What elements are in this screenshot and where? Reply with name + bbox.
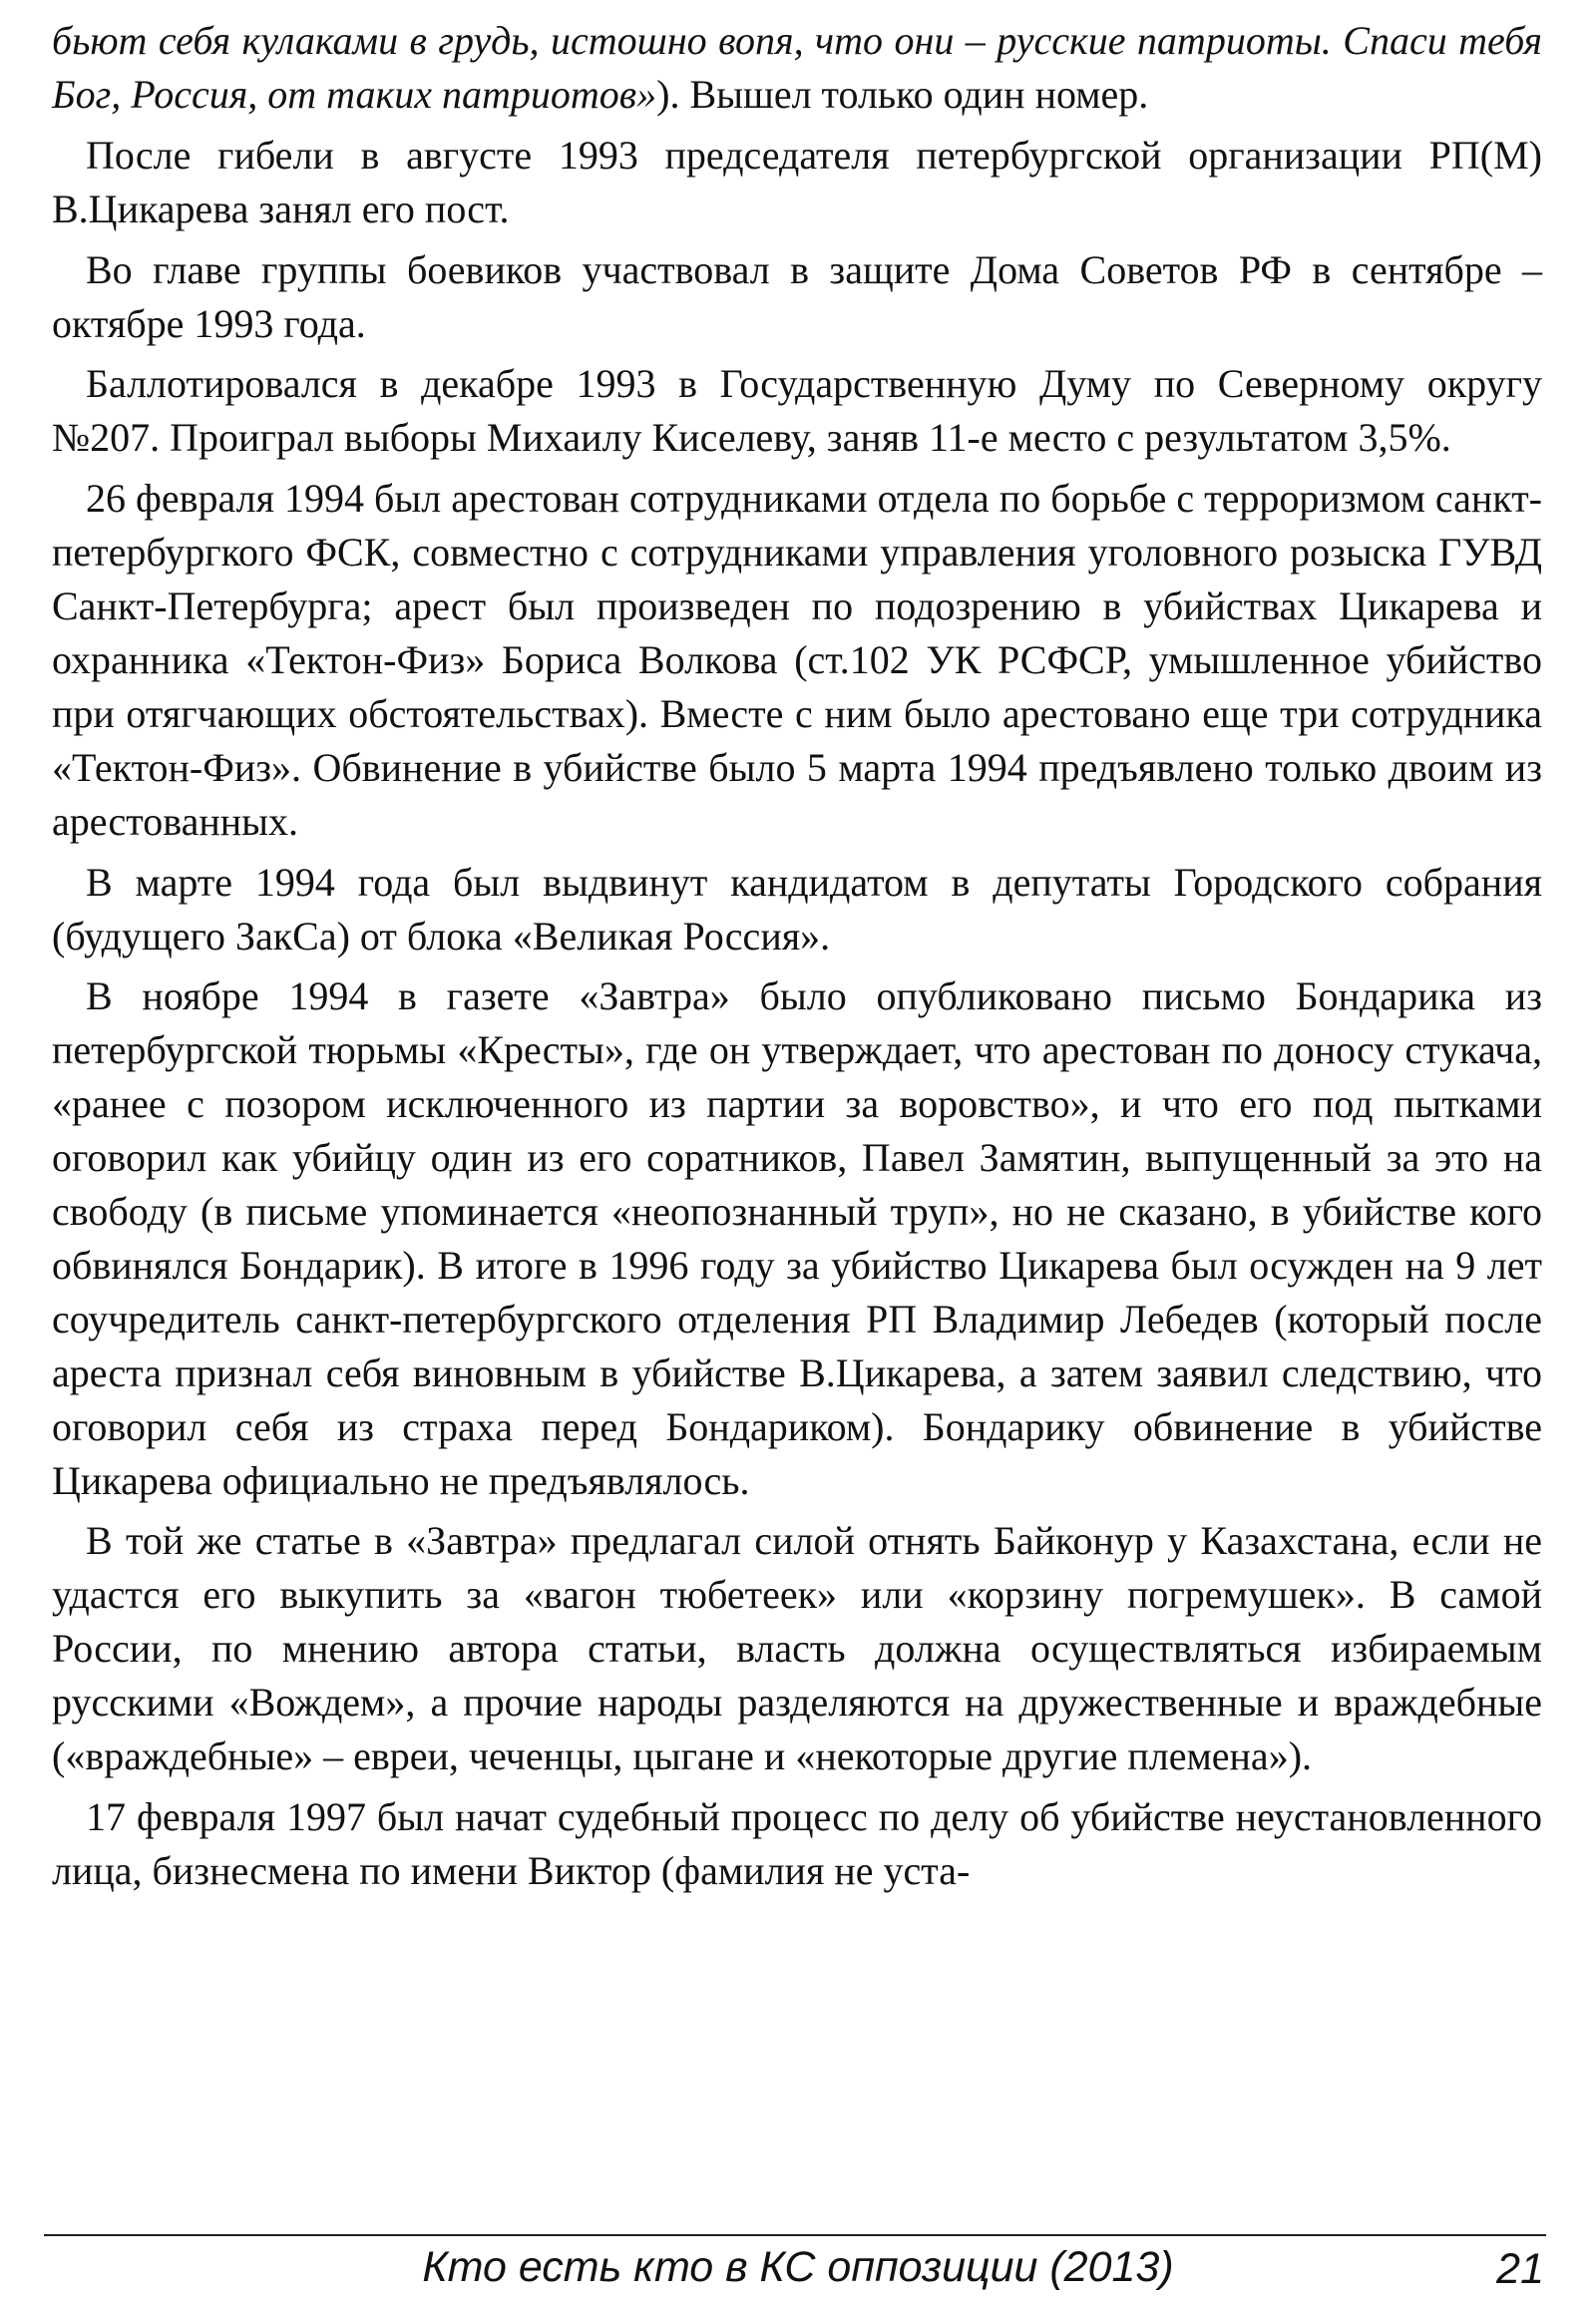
paragraph-continuation xyxy=(52,14,1542,122)
paragraph: Во главе группы боевиков участвовал в защите Дома Советов РФ в сентябре – октябре 1993 года. xyxy=(52,246,1542,346)
paragraph: Баллотировался в декабре 1993 в Государственную Думу по Северному округу №207. Проиграл выборы Михаилу Киселеву, заняв 11-е место с результатом 3,5%. xyxy=(52,361,1542,461)
paragraph: После гибели в августе 1993 председателя петербургской организации РП(М) В.Цикарева занял его пост. xyxy=(52,132,1542,231)
paragraph: В той же статье в «Завтра» предлагал силой отнять Байконур у Казахстана, если не удастся его выкупить за «вагон тюбетеек» или «корзину погремушек». В самой России, по мнению автора статьи, власть должна осуществляться избираемым русскими «Вождем», а прочие народы разделяются на дружественные и враждебные («враждебные» – евреи, чеченцы, цыгане и «некоторые другие племена»). xyxy=(52,1518,1542,1779)
paragraph: 26 февраля 1994 был арестован сотрудниками отдела по борьбе с терроризмом санкт-петербургкого ФСК, совместно с сотрудниками управления уголовного розыска ГУВД Санкт-Петербурга; арест был произведен по подозрению в убийствах Цикарева и охранника «Тектон-Физ» Бориса Волкова (ст.102 УК РСФСР, умышленное убийство при отягчающих обстоятельствах). Вместе с ним было арестовано еще три сотрудника «Тектон-Физ». Обвинение в убийстве было 5 марта 1994 предъявлено только двоим из арестованных. xyxy=(52,476,1542,844)
italic-quote: бьют себя кулаками в грудь, истошно вопя, что они – русские патриоты. Спаси тебя Бог, Россия, от таких патриотов» xyxy=(52,18,1542,117)
text-body xyxy=(52,14,1542,1898)
paragraph: В марте 1994 года был выдвинут кандидатом в депутаты Городского собрания (будущего ЗакСа) от блока «Великая Россия». xyxy=(52,859,1542,959)
footer-rule xyxy=(44,2234,1546,2236)
paragraph: 17 февраля 1997 был начат судебный процесс по делу об убийстве неустановленного лица, бизнесмена по имени Виктор (фамилия не уста- xyxy=(52,1794,1542,1893)
paragraph-text: ). Вышел только один номер. xyxy=(656,71,1149,117)
page-number: 21 xyxy=(1496,2245,1544,2293)
footer-title: Кто есть кто в КС оппозиции (2013) xyxy=(422,2243,1174,2291)
paragraph: В ноябре 1994 в газете «Завтра» было опубликовано письмо Бондарика из петербургской тюрьмы «Кресты», где он утверждает, что арестован по доносу стукача, «ранее с позором исключенного из партии за воровство», и что его под пытками оговорил как убийцу один из его соратников, Павел Замятин, выпущенный за это на свободу (в письме упоминается «неопознанный труп», но не сказано, в убийстве кого обвинялся Бондарик). В итоге в 1996 году за убийство Цикарева был осужден на 9 лет соучредитель санкт-петербургского отделения РП Владимир Лебедев (который после ареста признал себя виновным в убийстве В.Цикарева, а затем заявил следствию, что оговорил себя из страха перед Бондариком). Бондарику обвинение в убийстве Цикарева официально не предъявлялось. xyxy=(52,973,1542,1503)
